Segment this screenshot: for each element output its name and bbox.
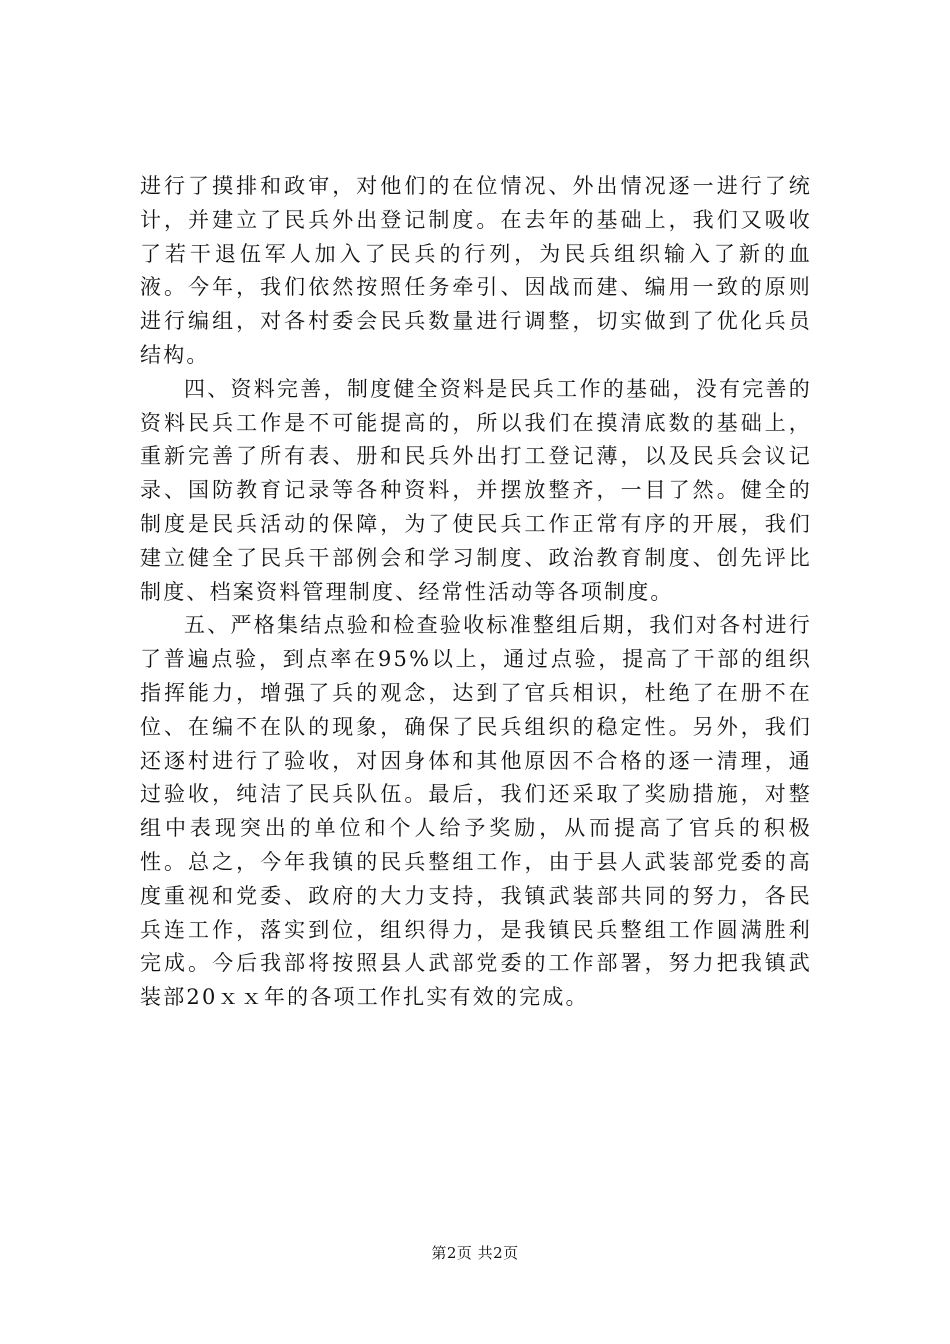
paragraph-continuation: 进行了摸排和政审，对他们的在位情况、外出情况逐一进行了统计，并建立了民兵外出登记制度。在去年的基础上，我们又吸收了若干退伍军人加入了民兵的行列，为民兵组织输入了新的血液。今年，我们依然按照任务牵引、因战而建、编用一致的原则进行编组，对各村委会民兵数量进行调整，切实做到了优化兵员结构。 bbox=[140, 174, 812, 367]
document-body bbox=[140, 170, 812, 1015]
paragraph-section-five: 五、严格集结点验和检查验收标准整组后期，我们对各村进行了普遍点验，到点率在95%以上，通过点验，提高了干部的组织指挥能力，增强了兵的观念，达到了官兵相识，杜绝了在册不在位、在编不在队的现象，确保了民兵组织的稳定性。另外，我们还逐村进行了验收，对因身体和其他原因不合格的逐一清理，通过验收，纯洁了民兵队伍。最后，我们还采取了奖励措施，对整组中表现突出的单位和个人给予奖励，从而提高了官兵的积极性。总之，今年我镇的民兵整组工作，由于县人武装部党委的高度重视和党委、政府的大力支持，我镇武装部共同的努力，各民兵连工作，落实到位，组织得力，是我镇民兵整组工作圆满胜利完成。今后我部将按照县人武部党委的工作部署，努力把我镇武装部20ｘｘ年的各项工作扎实有效的完成。 bbox=[140, 613, 812, 1010]
page-footer: 第2页 共2页 bbox=[431, 1244, 519, 1262]
paragraph-section-four: 四、资料完善，制度健全资料是民兵工作的基础，没有完善的资料民兵工作是不可能提高的，所以我们在摸清底数的基础上，重新完善了所有表、册和民兵外出打工登记薄，以及民兵会议记录、国防教育记录等各种资料，并摆放整齐，一目了然。健全的制度是民兵活动的保障，为了使民兵工作正常有序的开展，我们建立健全了民兵干部例会和学习制度、政治教育制度、创先评比制度、档案资料管理制度、经常性活动等各项制度。 bbox=[140, 376, 812, 604]
